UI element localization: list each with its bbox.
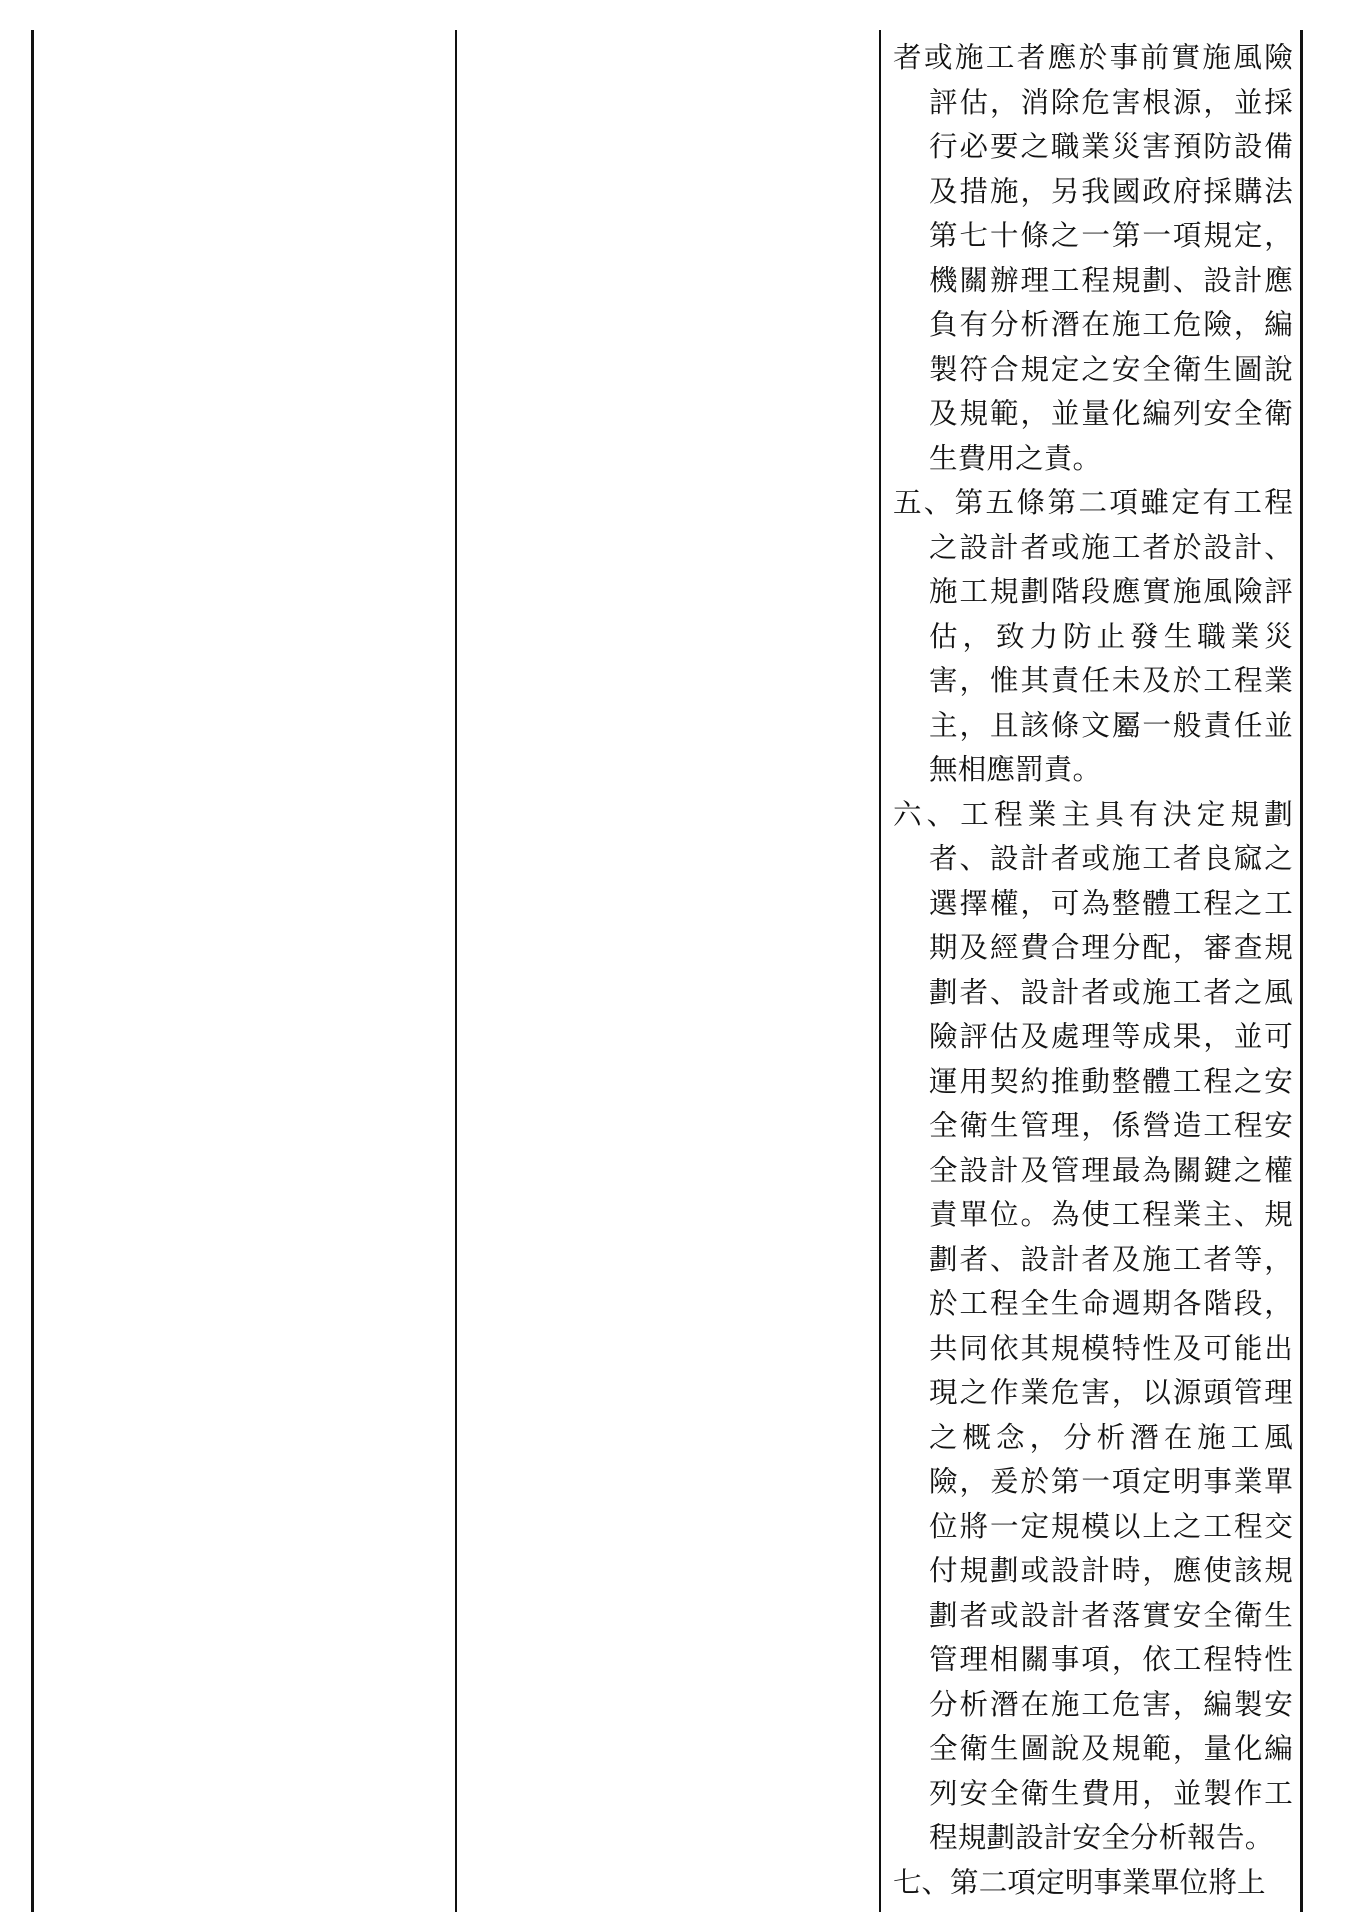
explanation-item-continued xyxy=(893,36,1293,481)
item-text: 第五條第二項雖定有工程之設計者或施工者於設計、施工規劃階段應實施風險評估，致力防止發生職業災害，惟其責任未及於工程業主，且該條文屬一般責任並無相應罰責。 xyxy=(929,486,1293,786)
explanation-item-6 xyxy=(893,793,1293,1861)
left-column xyxy=(34,30,455,1912)
explanation-item-7 xyxy=(893,1861,1293,1906)
item-text: 者或施工者應於事前實施風險評估，消除危害根源，並採行必要之職業災害預防設備及措施，另我國政府採購法第七十條之一第一項規定，機關辦理工程規劃、設計應負有分析潛在施工危險，編製符合規定之安全衛生圖說及規範，並量化編列安全衛生費用之責。 xyxy=(893,41,1293,475)
table-border-right xyxy=(1300,30,1303,1912)
item-number: 七、 xyxy=(893,1865,951,1899)
right-column xyxy=(893,36,1293,1905)
explanation-item-5 xyxy=(893,481,1293,793)
item-number: 六、 xyxy=(893,797,961,831)
middle-column xyxy=(457,30,879,1912)
item-number: 五、 xyxy=(893,486,955,519)
item-text: 工程業主具有決定規劃者、設計者或施工者良窳之選擇權，可為整體工程之工期及經費合理分配，審查規劃者、設計者或施工者之風險評估及處理等成果，並可運用契約推動整體工程之安全衛生管理，係營造工程安全設計及管理最為關鍵之權責單位。為使工程業主、規劃者、設計者及施工者等，於工程全生命週期各階段，共同依其規模特性及可能出現之作業危害，以源頭管理之概念，分析潛在施工風險，爰於第一項定明事業單位將一定規模以上之工程交付規劃或設計時，應使該規劃者或設計者落實安全衛生管理相關事項，依工程特性分析潛在施工危害，編製安全衛生圖說及規範，量化編列安全衛生費用，並製作工程規劃設計安全分析報告。 xyxy=(929,797,1293,1854)
item-text: 第二項定明事業單位將上 xyxy=(950,1865,1266,1899)
column-divider-2 xyxy=(879,30,881,1912)
